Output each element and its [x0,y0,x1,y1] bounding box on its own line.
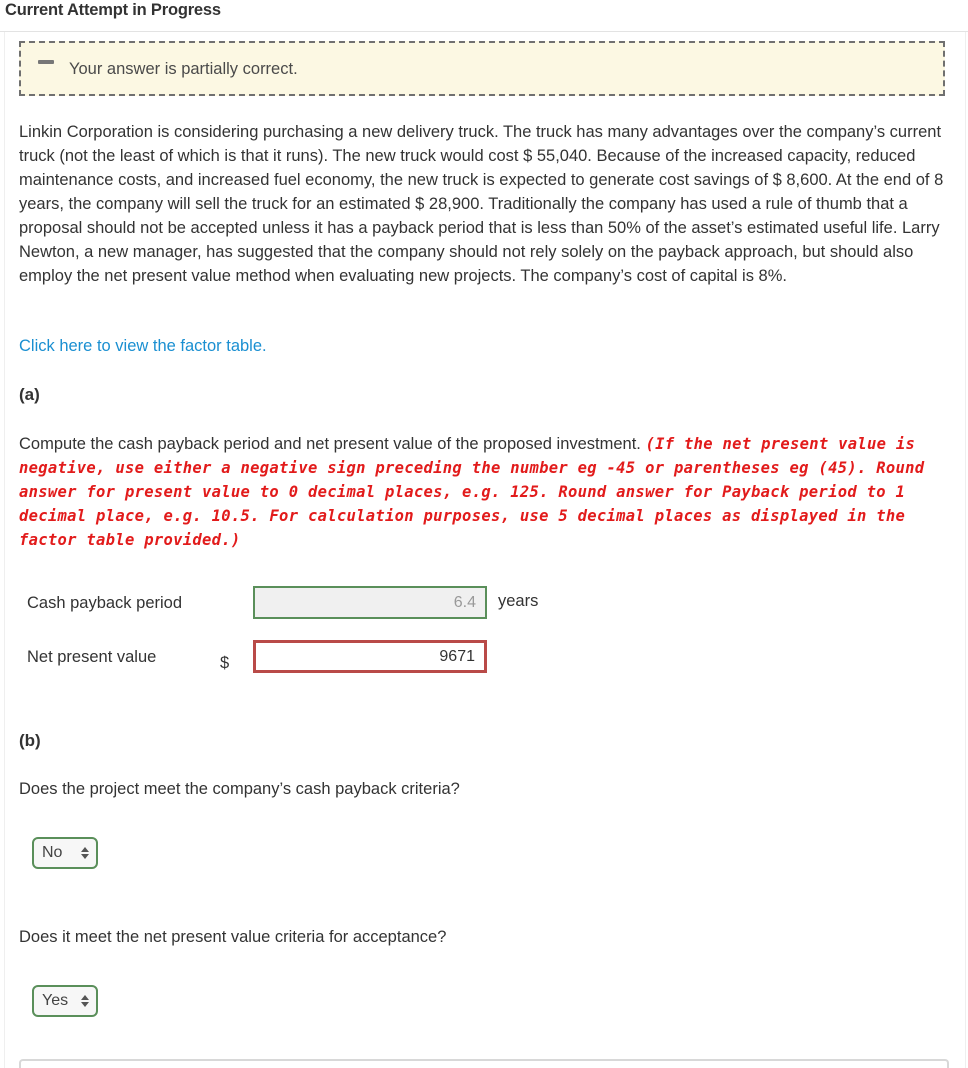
npv-currency: $ [220,654,230,672]
minus-icon [38,60,54,64]
npv-input[interactable]: 9671 [253,640,487,673]
npv-label: Net present value [27,648,157,666]
feedback-message: Your answer is partially correct. [69,60,298,78]
instruction-text: Compute the cash payback period and net present value of the proposed investment. [19,435,641,453]
payback-criteria-select[interactable] [32,837,98,869]
next-section-box [19,1059,949,1068]
problem-text: Linkin Corporation is considering purchasing a new delivery truck. The truck has many advantages over the company’s current truck (not the least of which is that it runs). The new truck would cost $ 55,040. Because of the increased capacity, reduced maintenance costs, and increased fuel economy, the new truck is expected to generate cost savings of $ 8,600. At the end of 8 years, the company will sell the truck for an estimated $ 28,900. Traditionally the company has used a rule of thumb that a proposal should not be accepted unless it has a payback period that is less than 50% of the asset’s estimated useful life. Larry Newton, a new manager, has suggested that the company should not rely solely on the payback approach, but should also employ the net present value method when evaluating new projects. The company’s cost of capital is 8%. [19,123,944,285]
page-header [0,0,968,32]
factor-table-link[interactable]: Click here to view the factor table. [19,337,267,355]
payback-criteria-question: Does the project meet the company’s cash payback criteria? [19,780,460,798]
page-title: Current Attempt in Progress [5,1,221,19]
cash-payback-unit: years [498,592,539,610]
npv-criteria-select[interactable] [32,985,98,1017]
cash-payback-input[interactable]: 6.4 [253,586,487,619]
feedback-banner [19,41,945,96]
npv-criteria-question: Does it meet the net present value criteria for acceptance? [19,928,447,946]
cash-payback-label: Cash payback period [27,594,183,612]
instruction-emphasis: (If the net present value is negative, use either a negative sign preceding the number eg -45 or parentheses eg (45). Round answer for present value to 0 decimal places, e.g. 125. Round answer for Payback period to 1 decimal place, e.g. 10.5. For calculation purposes, use 5 decimal places as displayed in the factor table provided.) [19,435,925,549]
select-arrows-icon [81,995,89,1007]
npv-criteria-value: Yes [42,992,69,1009]
payback-criteria-value: No [42,844,63,861]
part-a-instructions [19,432,939,552]
part-b-label: (b) [19,731,41,750]
select-arrows-icon [81,847,89,859]
part-a-label: (a) [19,385,40,404]
